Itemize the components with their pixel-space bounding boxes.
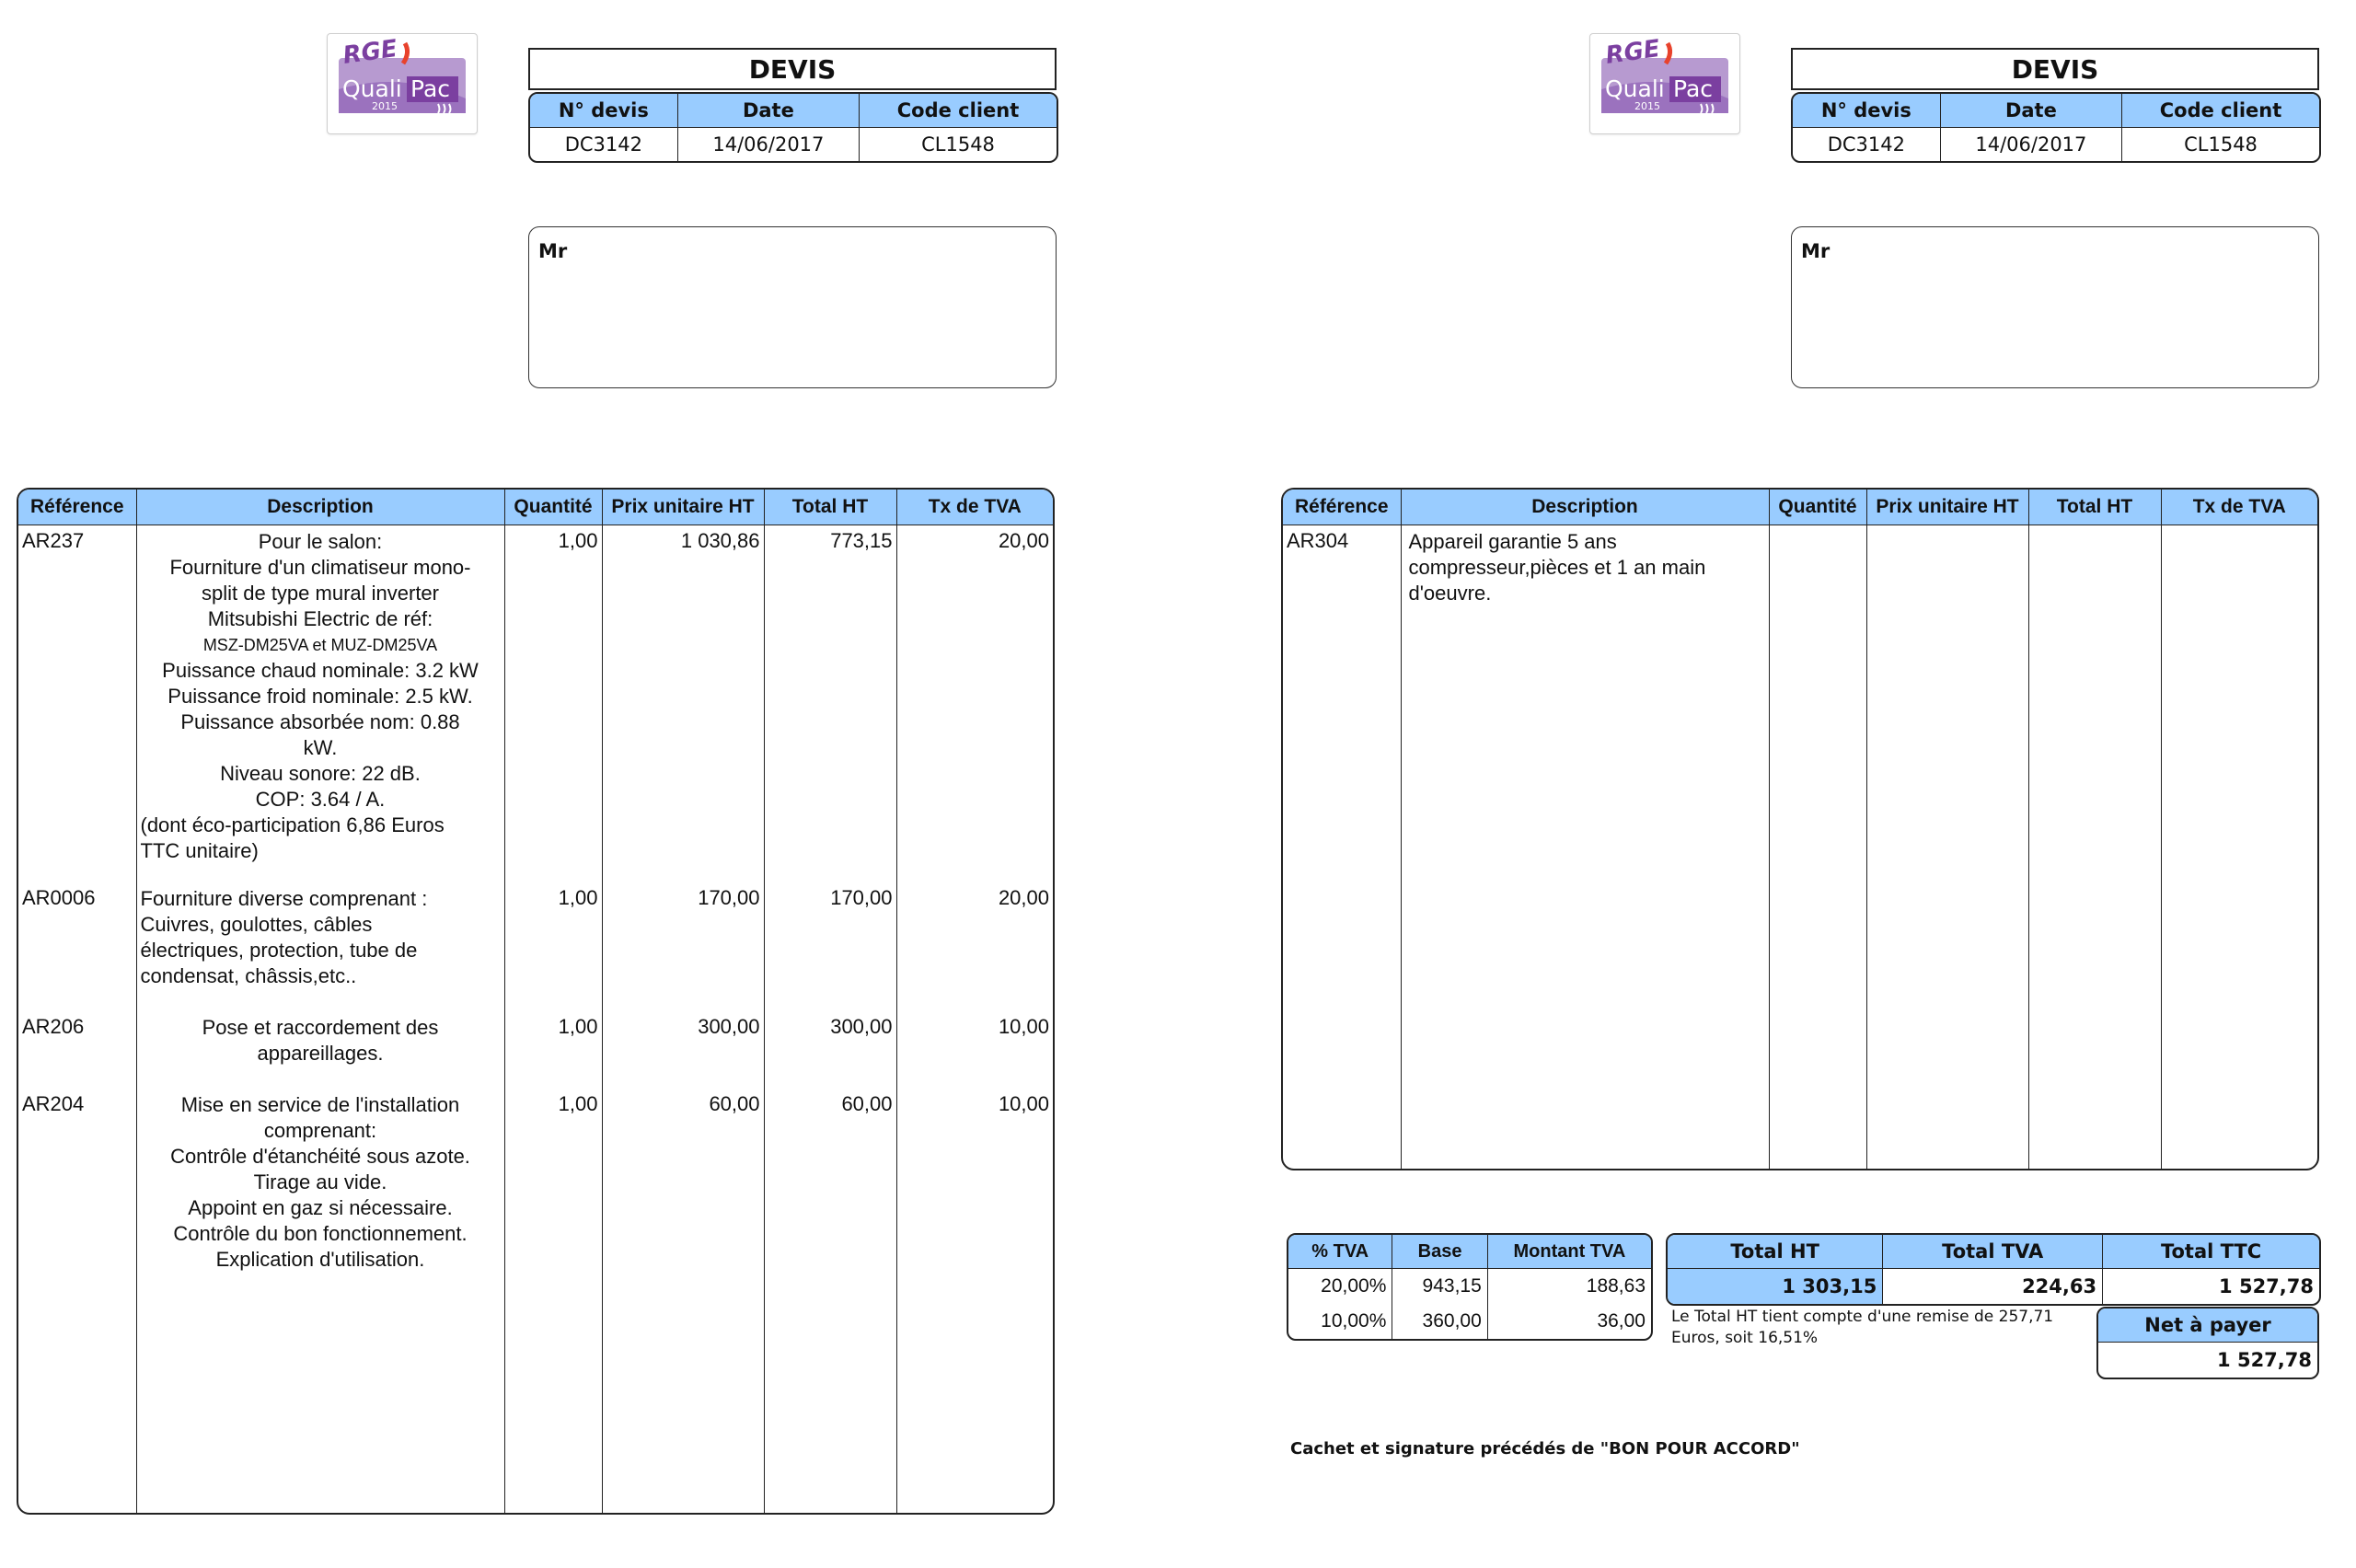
net-label: Net à payer: [2098, 1309, 2317, 1343]
tva-base: 360,00: [1392, 1304, 1487, 1339]
svg-text:Pac: Pac: [410, 75, 451, 102]
desc-line: Explication d'utilisation.: [215, 1247, 425, 1271]
item-description: [136, 1089, 504, 1514]
desc-line: d'oeuvre.: [1408, 582, 1492, 605]
desc-line: Puissance chaud nominale: 3.2 kW: [162, 659, 479, 682]
tva-rate: 10,00%: [1288, 1304, 1392, 1339]
item-total-ht: 773,15: [764, 525, 896, 882]
col-date: Date: [678, 94, 860, 128]
item-reference: AR237: [18, 525, 136, 882]
item-total-ht: 300,00: [764, 1011, 896, 1089]
col-pct-tva: % TVA: [1288, 1235, 1392, 1269]
desc-line: Contrôle du bon fonctionnement.: [173, 1221, 468, 1245]
svg-text:Quali: Quali: [342, 75, 402, 102]
col-code-client: Code client: [2122, 94, 2319, 128]
item-reference: AR304: [1283, 525, 1401, 1170]
desc-line: MSZ-DM25VA et MUZ-DM25VA: [202, 636, 438, 654]
item-tva-rate: 20,00: [998, 529, 1049, 552]
item-description: [136, 882, 504, 1011]
total-tva-value: 224,63: [1883, 1269, 2103, 1304]
desc-line: TTC unitaire): [140, 839, 259, 862]
desc-line: Mise en service de l'installation: [180, 1092, 460, 1116]
devis-meta-table: [528, 92, 1058, 163]
desc-line: Contrôle d'étanchéité sous azote.: [170, 1144, 470, 1168]
code-client: CL1548: [921, 133, 995, 156]
col-prix-unitaire: Prix unitaire HT: [1866, 490, 2028, 525]
table-row: [1288, 1304, 1651, 1339]
tva-amount: 188,63: [1586, 1275, 1646, 1297]
tva-amount: 36,00: [1597, 1310, 1646, 1332]
tva-rate: 20,00%: [1288, 1269, 1392, 1304]
item-tva-rate: 20,00: [998, 885, 1049, 909]
item-quantity: 1,00: [504, 882, 602, 1011]
col-total-tva: Total TVA: [1883, 1235, 2103, 1269]
item-reference: AR206: [18, 1011, 136, 1089]
desc-line: Appareil garantie 5 ans: [1408, 530, 1617, 553]
client-salutation: Mr: [538, 240, 568, 262]
client-salutation: Mr: [1801, 240, 1831, 262]
devis-meta-table: [1791, 92, 2321, 163]
col-numero-devis: N° devis: [530, 94, 678, 128]
total-ht-value: 1 303,15: [1668, 1269, 1883, 1304]
client-address-box: [1791, 226, 2319, 388]
devis-date: 14/06/2017: [1941, 128, 2122, 161]
item-unit-price: 300,00: [602, 1011, 764, 1089]
svg-text:Pac: Pac: [1673, 75, 1714, 102]
item-description: [1401, 525, 1769, 1170]
desc-line: appareillages.: [257, 1041, 384, 1065]
col-reference: Référence: [18, 490, 136, 525]
desc-line: Fourniture diverse comprenant :: [140, 886, 428, 910]
desc-line: Pour le salon:: [258, 530, 383, 553]
client-address-box: [528, 226, 1057, 388]
desc-line: Puissance absorbée nom: 0.88: [180, 710, 460, 733]
tva-base: 943,15: [1392, 1269, 1487, 1304]
desc-line: Mitsubishi Electric de réf:: [207, 607, 433, 630]
col-montant-tva: Montant TVA: [1488, 1235, 1651, 1269]
remise-note: Le Total HT tient compte d'une remise de 257,71 Euros, soit 16,51%: [1671, 1308, 2054, 1347]
item-description: [136, 525, 504, 882]
desc-line: Pose et raccordement des: [202, 1015, 439, 1039]
svg-text:Quali: Quali: [1605, 75, 1665, 102]
svg-text:RGE: RGE: [1603, 34, 1662, 70]
devis-title: DEVIS: [1791, 48, 2319, 90]
col-prix-unitaire: Prix unitaire HT: [602, 490, 764, 525]
col-description: Description: [136, 490, 504, 525]
col-total-ttc: Total TTC: [2103, 1235, 2319, 1269]
col-quantite: Quantité: [504, 490, 602, 525]
desc-line: Appoint en gaz si nécessaire.: [188, 1195, 453, 1219]
col-tx-tva: Tx de TVA: [2161, 490, 2317, 525]
desc-line: split de type mural inverter: [202, 582, 439, 605]
desc-line: Puissance froid nominale: 2.5 kW.: [167, 685, 473, 708]
net-value: 1 527,78: [2217, 1349, 2312, 1371]
item-total-ht: 60,00: [764, 1089, 896, 1514]
col-tx-tva: Tx de TVA: [896, 490, 1053, 525]
item-unit-price: 60,00: [602, 1089, 764, 1514]
col-total-ht: Total HT: [764, 490, 896, 525]
col-base: Base: [1392, 1235, 1487, 1269]
numero-devis: DC3142: [530, 128, 678, 161]
net-a-payer-box: [2096, 1307, 2319, 1379]
col-code-client: Code client: [860, 94, 1057, 128]
desc-line: Fourniture d'un climatiseur mono-: [169, 556, 471, 579]
table-row: [1288, 1269, 1651, 1304]
numero-devis: DC3142: [1793, 128, 1941, 161]
item-tva-rate: 10,00: [998, 1091, 1049, 1115]
line-items-table: [17, 488, 1055, 1515]
item-unit-price: 1 030,86: [602, 525, 764, 882]
svg-text:RGE: RGE: [341, 34, 399, 70]
item-total-ht: [2028, 525, 2161, 1170]
table-row: [18, 525, 1053, 882]
tva-breakdown-table: [1287, 1233, 1653, 1341]
rge-qualipac-logo: [1589, 33, 1740, 134]
code-client: CL1548: [2184, 133, 2258, 156]
devis-title: DEVIS: [528, 48, 1057, 90]
col-date: Date: [1941, 94, 2122, 128]
desc-line: Tirage au vide.: [253, 1170, 387, 1193]
item-reference: AR204: [18, 1089, 136, 1514]
col-numero-devis: N° devis: [1793, 94, 1941, 128]
item-total-ht: 170,00: [764, 882, 896, 1011]
item-quantity: 1,00: [504, 525, 602, 882]
item-quantity: 1,00: [504, 1089, 602, 1514]
line-items-table: [1281, 488, 2319, 1170]
item-tva-rate: 10,00: [998, 1014, 1049, 1038]
total-ttc-value: 1 527,78: [2219, 1275, 2314, 1297]
desc-line: COP: 3.64 / A.: [255, 788, 386, 811]
item-quantity: [1769, 525, 1866, 1170]
signature-instruction: Cachet et signature précédés de "BON POUR ACCORD": [1290, 1439, 1800, 1458]
item-reference: AR0006: [18, 882, 136, 1011]
col-quantite: Quantité: [1769, 490, 1866, 525]
col-description: Description: [1401, 490, 1769, 525]
item-quantity: 1,00: [504, 1011, 602, 1089]
desc-line: Cuivres, goulottes, câbles: [140, 912, 373, 936]
svg-text:2015: 2015: [1634, 100, 1660, 112]
table-row: [18, 882, 1053, 1011]
table-row: [1283, 525, 2317, 1170]
rge-qualipac-logo: [327, 33, 478, 134]
desc-line: (dont éco-participation 6,86 Euros: [140, 813, 445, 836]
desc-line: comprenant:: [263, 1118, 377, 1142]
desc-line: électriques, protection, tube de: [140, 938, 418, 962]
item-description: [136, 1011, 504, 1089]
totals-table: [1666, 1233, 2321, 1306]
desc-line: compresseur,pièces et 1 an main: [1408, 556, 1706, 579]
item-unit-price: 170,00: [602, 882, 764, 1011]
item-unit-price: [1866, 525, 2028, 1170]
desc-line: kW.: [303, 736, 338, 759]
col-total-ht: Total HT: [2028, 490, 2161, 525]
item-tva-rate: [2161, 525, 2317, 1170]
table-row: [18, 1011, 1053, 1089]
desc-line: Niveau sonore: 22 dB.: [220, 762, 421, 785]
desc-line: condensat, châssis,etc..: [140, 963, 357, 987]
col-total-ht: Total HT: [1668, 1235, 1883, 1269]
col-reference: Référence: [1283, 490, 1401, 525]
svg-text:2015: 2015: [372, 100, 398, 112]
table-row: [18, 1089, 1053, 1514]
devis-date: 14/06/2017: [678, 128, 860, 161]
